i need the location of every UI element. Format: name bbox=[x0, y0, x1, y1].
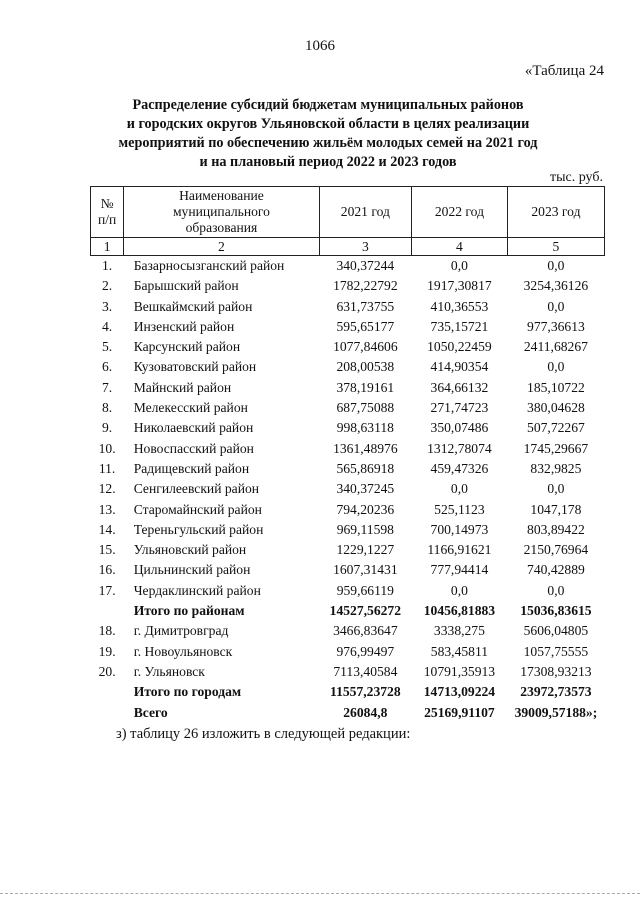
row-number bbox=[91, 703, 124, 723]
row-value-2021: 14527,56272 bbox=[329, 603, 402, 619]
row-value-2023: 185,10722 bbox=[527, 379, 585, 395]
row-value-2021: 1361,48976 bbox=[333, 440, 398, 456]
table-row bbox=[91, 581, 605, 601]
header-number bbox=[91, 187, 124, 238]
table-row bbox=[91, 520, 605, 540]
table-row bbox=[91, 317, 605, 337]
row-value-2023: 803,89422 bbox=[527, 521, 585, 537]
row-municipality-name: Майнский район bbox=[133, 379, 232, 395]
table-row bbox=[91, 418, 605, 438]
row-value-2021: 1229,1227 bbox=[336, 542, 395, 558]
table-row bbox=[91, 540, 605, 560]
header-number-line: п/п bbox=[97, 212, 117, 227]
row-value-2023: 0,0 bbox=[547, 582, 565, 598]
row-number: 19. bbox=[98, 643, 116, 659]
row-value-2022: 10456,81883 bbox=[423, 603, 496, 619]
column-number: 2 bbox=[124, 238, 320, 256]
row-value-2021: 1782,22792 bbox=[333, 278, 398, 294]
row-value-2021: 378,19161 bbox=[336, 379, 395, 395]
row-value-2021: 631,73755 bbox=[336, 298, 395, 314]
row-value-2023: 977,36613 bbox=[527, 318, 585, 334]
row-number: 11. bbox=[98, 460, 116, 476]
row-number: 7. bbox=[102, 379, 113, 395]
row-value-2021: 998,63118 bbox=[336, 420, 394, 436]
header-2023: 2023 год bbox=[507, 187, 604, 238]
row-value-2022: 0,0 bbox=[450, 481, 468, 497]
row-number: 18. bbox=[98, 623, 116, 639]
row-municipality-name: Николаевский район bbox=[133, 420, 254, 436]
title-line: и городских округов Ульяновской области в целях реализации bbox=[126, 116, 530, 132]
row-value-2022: 1166,91621 bbox=[427, 542, 492, 558]
row-number: 2. bbox=[102, 278, 113, 294]
row-number: 14. bbox=[98, 521, 116, 537]
row-number: 9. bbox=[102, 420, 113, 436]
page-number: 1066 bbox=[305, 38, 335, 54]
table-row bbox=[91, 500, 605, 520]
row-number: 8. bbox=[102, 400, 113, 416]
subsidy-table bbox=[90, 186, 605, 723]
row-value-2022: 735,15721 bbox=[430, 318, 489, 334]
row-value-2022: 25169,91107 bbox=[424, 704, 495, 720]
row-value-2021: 3466,83647 bbox=[333, 623, 398, 639]
header-2022: 2022 год bbox=[412, 187, 508, 238]
row-value-2022: 777,94414 bbox=[430, 562, 489, 578]
row-municipality-name: Карсунский район bbox=[133, 339, 241, 355]
table-total-row bbox=[91, 703, 605, 723]
table-row bbox=[91, 378, 605, 398]
row-municipality-name: Инзенский район bbox=[133, 318, 235, 334]
row-municipality-name: Новоспасский район bbox=[133, 440, 254, 456]
table-row bbox=[91, 256, 605, 277]
row-municipality-name: Вешкаймский район bbox=[133, 298, 253, 314]
row-number: 1. bbox=[102, 258, 113, 273]
row-value-2022: 0,0 bbox=[450, 582, 468, 598]
row-municipality-name: Ульяновский район bbox=[133, 542, 247, 558]
header-2021: 2021 год bbox=[319, 187, 411, 238]
row-value-2023: 39009,57188»; bbox=[514, 704, 598, 720]
table-total-row bbox=[91, 682, 605, 702]
header-number-line: № bbox=[100, 196, 114, 211]
row-value-2023: 0,0 bbox=[547, 298, 565, 314]
row-number: 15. bbox=[98, 542, 116, 558]
row-value-2023: 380,04628 bbox=[527, 400, 585, 416]
header-name-line: Наименование bbox=[179, 188, 264, 203]
bottom-margin-line bbox=[0, 893, 640, 894]
row-value-2022: 271,74723 bbox=[430, 400, 489, 416]
row-value-2021: 969,11598 bbox=[336, 521, 394, 537]
table-row bbox=[91, 276, 605, 296]
row-value-2023: 17308,93213 bbox=[520, 663, 592, 679]
row-value-2022: 350,07486 bbox=[430, 420, 489, 436]
table-row bbox=[91, 479, 605, 499]
row-municipality-name: г. Димитровград bbox=[133, 623, 229, 639]
header-name bbox=[124, 187, 320, 238]
row-value-2023: 23972,73573 bbox=[520, 684, 592, 700]
row-municipality-name: Итого по районам bbox=[133, 603, 245, 619]
row-municipality-name: Базарносызганский район bbox=[133, 258, 285, 273]
row-number: 12. bbox=[98, 481, 116, 497]
row-municipality-name: г. Новоульяновск bbox=[133, 643, 233, 659]
title-line: Распределение субсидий бюджетам муниципальных районов bbox=[132, 97, 524, 113]
row-number: 6. bbox=[102, 359, 113, 375]
table-row bbox=[91, 357, 605, 377]
footnote-text: з) таблицу 26 изложить в следующей редакции: bbox=[116, 726, 411, 742]
row-value-2021: 340,37244 bbox=[336, 258, 395, 273]
row-value-2022: 414,90354 bbox=[430, 359, 489, 375]
row-value-2023: 0,0 bbox=[547, 359, 565, 375]
table-row bbox=[91, 459, 605, 479]
row-value-2023: 832,9825 bbox=[530, 460, 582, 476]
row-value-2021: 595,65177 bbox=[336, 318, 395, 334]
row-value-2021: 340,37245 bbox=[336, 481, 395, 497]
table-row bbox=[91, 439, 605, 459]
row-number: 3. bbox=[102, 298, 113, 314]
column-number: 3 bbox=[319, 238, 411, 256]
row-value-2023: 3254,36126 bbox=[523, 278, 589, 294]
document-title bbox=[70, 96, 586, 172]
table-reference: «Таблица 24 bbox=[524, 63, 604, 79]
row-value-2021: 565,86918 bbox=[336, 460, 395, 476]
row-value-2022: 1312,78074 bbox=[427, 440, 492, 456]
table-row bbox=[91, 621, 605, 641]
row-number: 16. bbox=[98, 562, 116, 578]
row-municipality-name: Чердаклинский район bbox=[133, 582, 261, 598]
row-value-2021: 26084,8 bbox=[343, 704, 388, 720]
row-value-2022: 364,66132 bbox=[430, 379, 489, 395]
row-value-2023: 2150,76964 bbox=[523, 542, 589, 558]
row-municipality-name: Итого по городам bbox=[133, 684, 242, 700]
row-value-2023: 2411,68267 bbox=[523, 339, 588, 355]
row-municipality-name: Барышский район bbox=[133, 278, 239, 294]
row-value-2022: 1917,30817 bbox=[427, 278, 492, 294]
row-value-2022: 583,45811 bbox=[430, 643, 489, 659]
row-value-2021: 208,00538 bbox=[336, 359, 395, 375]
row-value-2021: 1607,31431 bbox=[333, 562, 398, 578]
table-row bbox=[91, 398, 605, 418]
row-value-2022: 3338,275 bbox=[433, 623, 485, 639]
row-value-2022: 1050,22459 bbox=[427, 339, 492, 355]
row-value-2021: 7113,40584 bbox=[333, 663, 398, 679]
row-municipality-name: Цильнинский район bbox=[133, 562, 251, 578]
row-value-2023: 1047,178 bbox=[530, 501, 582, 517]
row-number: 4. bbox=[102, 318, 113, 334]
table-row bbox=[91, 662, 605, 682]
row-municipality-name: Всего bbox=[133, 704, 168, 720]
title-line: мероприятий по обеспечению жильём молодых семей на 2021 год bbox=[118, 135, 538, 151]
header-name-line: образования bbox=[185, 220, 258, 235]
header-name-line: муниципального bbox=[172, 204, 270, 219]
row-value-2023: 0,0 bbox=[547, 481, 565, 497]
table-row bbox=[91, 337, 605, 357]
row-number: 13. bbox=[98, 501, 116, 517]
row-number bbox=[91, 682, 124, 702]
row-value-2021: 794,20236 bbox=[336, 501, 395, 517]
column-number: 1 bbox=[91, 238, 124, 256]
row-municipality-name: Мелекесский район bbox=[133, 400, 248, 416]
row-value-2022: 14713,09224 bbox=[423, 684, 496, 700]
table-total-row bbox=[91, 601, 605, 621]
row-value-2022: 700,14973 bbox=[430, 521, 489, 537]
row-value-2022: 459,47326 bbox=[430, 460, 489, 476]
row-municipality-name: Радищевский район bbox=[133, 460, 250, 476]
row-value-2023: 1745,29667 bbox=[523, 440, 589, 456]
row-value-2021: 687,75088 bbox=[336, 400, 395, 416]
row-value-2021: 959,66119 bbox=[336, 582, 394, 598]
units-label: тыс. руб. bbox=[550, 170, 603, 185]
row-value-2021: 11557,23728 bbox=[330, 684, 401, 700]
row-value-2022: 10791,35913 bbox=[423, 663, 496, 679]
row-number: 5. bbox=[102, 339, 113, 355]
row-value-2023: 740,42889 bbox=[527, 562, 585, 578]
table-body bbox=[91, 256, 605, 723]
row-number bbox=[91, 601, 124, 621]
row-value-2022: 410,36553 bbox=[430, 298, 489, 314]
row-value-2023: 15036,83615 bbox=[520, 603, 592, 619]
row-number: 17. bbox=[98, 582, 116, 598]
column-number-row bbox=[91, 238, 605, 256]
row-value-2021: 976,99497 bbox=[336, 643, 395, 659]
table-row bbox=[91, 642, 605, 662]
row-municipality-name: Кузоватовский район bbox=[133, 359, 257, 375]
title-line: и на плановый период 2022 и 2023 годов bbox=[199, 154, 457, 170]
row-municipality-name: Сенгилеевский район bbox=[133, 481, 260, 497]
table-row bbox=[91, 297, 605, 317]
column-number: 5 bbox=[507, 238, 604, 256]
row-value-2023: 5606,04805 bbox=[523, 623, 589, 639]
row-value-2021: 1077,84606 bbox=[333, 339, 398, 355]
row-value-2023: 1057,75555 bbox=[523, 643, 589, 659]
row-number: 20. bbox=[98, 663, 116, 679]
row-municipality-name: Старомайнский район bbox=[133, 501, 262, 517]
row-value-2022: 525,1123 bbox=[434, 501, 485, 517]
row-number: 10. bbox=[98, 440, 116, 456]
table-row bbox=[91, 560, 605, 580]
row-municipality-name: Тереньгульский район bbox=[133, 521, 264, 537]
table-header-row bbox=[91, 187, 605, 238]
row-municipality-name: г. Ульяновск bbox=[133, 663, 205, 679]
row-value-2022: 0,0 bbox=[450, 258, 468, 273]
column-number: 4 bbox=[412, 238, 508, 256]
row-value-2023: 0,0 bbox=[547, 258, 565, 273]
row-value-2023: 507,72267 bbox=[527, 420, 585, 436]
